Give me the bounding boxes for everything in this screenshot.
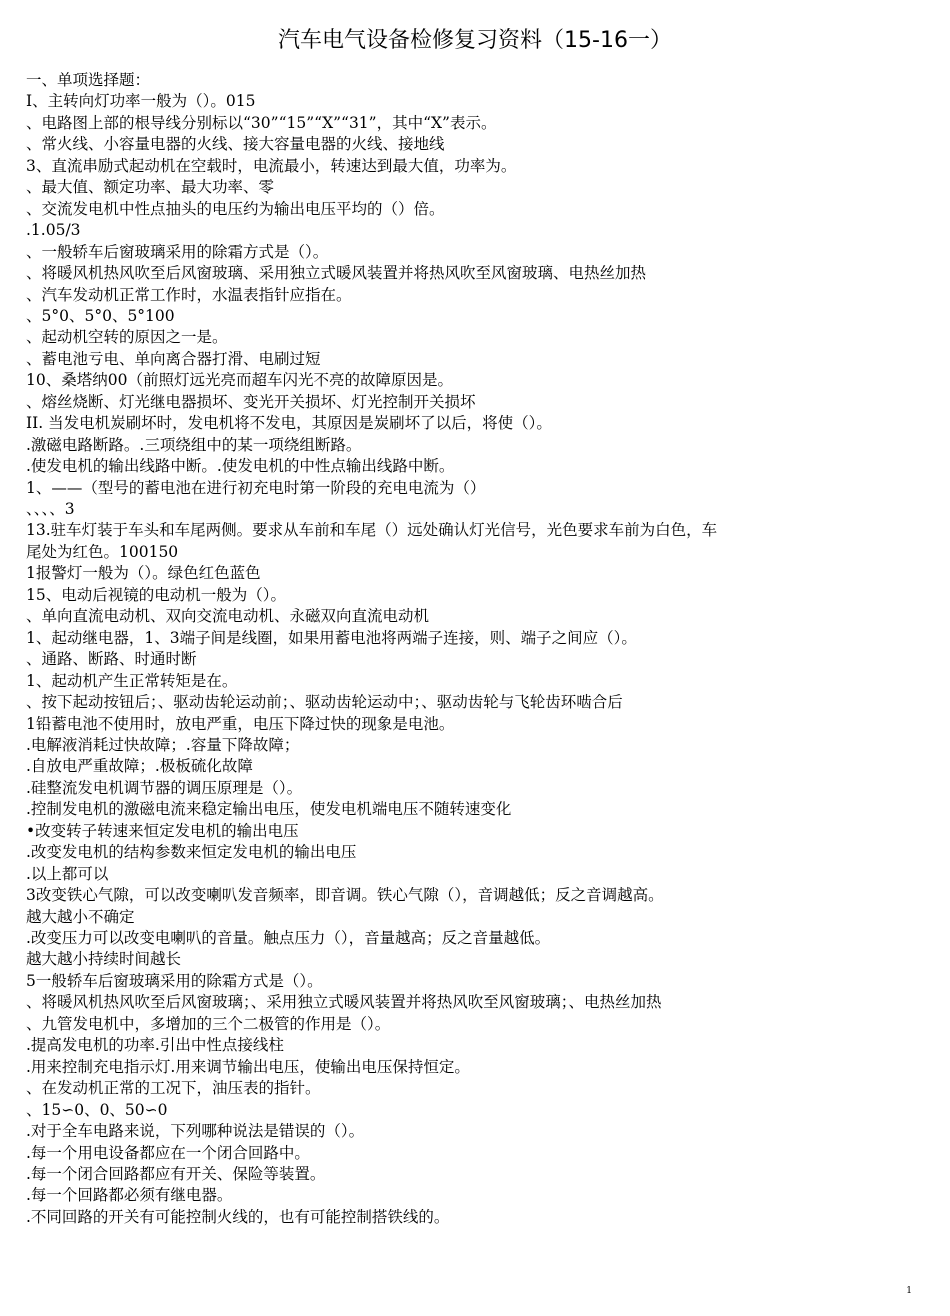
text-line: .每一个回路都必须有继电器。 — [26, 1186, 233, 1205]
text-line: .电解液消耗过快故障；.容量下降故障； — [26, 735, 300, 754]
text-line: 、常火线、小容量电器的火线、接大容量电器的火线、接地线 — [26, 135, 445, 154]
text-line: 、通路、断路、时通时断 — [26, 650, 197, 669]
text-line: 、15∽0、0、50∽0 — [26, 1100, 168, 1119]
text-line: .对于全车电路来说，下列哪种说法是错误的（）。 — [26, 1122, 365, 1141]
text-line: 10、桑塔纳00（前照灯远光亮而超车闪光不亮的故障原因是。 — [26, 371, 453, 390]
text-line: 越大越小不确定 — [26, 907, 135, 926]
text-line: 1、起动继电器，1、3端子间是线圈，如果用蓄电池将两端子连接，则、端子之间应（）。 — [26, 628, 637, 647]
text-line: 、、、、3 — [26, 500, 75, 518]
text-line: .以上都可以 — [26, 864, 109, 883]
text-line: I、主转向灯功率一般为（）。015 — [26, 92, 256, 111]
text-line: 13.驻车灯装于车头和车尾两侧。要求从车前和车尾（）远处确认灯光信号，光色要求车前为白色，车 — [26, 521, 718, 540]
text-line: .不同回路的开关有可能控制火线的，也有可能控制搭铁线的。 — [26, 1207, 450, 1226]
page-number: 1 — [906, 1286, 912, 1296]
text-line: .改变发电机的结构参数来恒定发电机的输出电压 — [26, 843, 357, 862]
text-line: .激磁电路断路。.三项绕组中的某一项绕组断路。 — [26, 435, 362, 454]
text-line: 15、电动后视镜的电动机一般为（）。 — [26, 585, 286, 604]
text-line: 5一般轿车后窗玻璃采用的除霜方式是（）。 — [26, 971, 323, 990]
text-line: 1报警灯一般为（）。绿色红色蓝色 — [26, 564, 261, 583]
text-line: II. 当发电机炭刷坏时，发电机将不发电，其原因是炭刷坏了以后，将使（）。 — [26, 414, 552, 433]
text-line: 、一般轿车后窗玻璃采用的除霜方式是（）。 — [26, 242, 329, 261]
text-line: 、起动机空转的原因之一是。 — [26, 328, 228, 347]
text-line: •改变转子转速来恒定发电机的输出电压 — [26, 821, 299, 840]
text-line: 、交流发电机中性点抽头的电压约为输出电压平均的（）倍。 — [26, 199, 445, 218]
text-line: 越大越小持续时间越长 — [26, 950, 182, 969]
text-line: 、汽车发动机正常工作时，水温表指针应指在。 — [26, 285, 352, 304]
text-line: 、蓄电池亏电、单向离合器打滑、电刷过短 — [26, 349, 321, 368]
text-line: 、电路图上部的根导线分别标以“30”“15”“X”“31”，其中“X”表示。 — [26, 113, 497, 132]
text-line: .每一个闭合回路都应有开关、保险等装置。 — [26, 1164, 326, 1183]
text-line: 、九管发电机中，多增加的三个二极管的作用是（）。 — [26, 1014, 391, 1033]
text-line: 3、直流串励式起动机在空载时，电流最小，转速达到最大值，功率为。 — [26, 156, 517, 175]
text-line: 一、单项选择题： — [26, 71, 151, 89]
text-line: 尾处为红色。100150 — [26, 542, 179, 561]
document-title: 汽车电气设备检修复习资料（15-16一） — [278, 28, 672, 53]
text-line: .控制发电机的激磁电流来稳定输出电压，使发电机端电压不随转速变化 — [26, 800, 512, 819]
text-line: .用来控制充电指示灯.用来调节输出电压，使输出电压保持恒定。 — [26, 1057, 470, 1076]
text-line: 1、起动机产生正常转矩是在。 — [26, 671, 238, 690]
text-line: .硅整流发电机调节器的调压原理是（）。 — [26, 778, 303, 797]
text-line: 1铅蓄电池不使用时，放电严重，电压下降过快的现象是电池。 — [26, 714, 455, 733]
text-line: .提高发电机的功率.引出中性点接线柱 — [26, 1036, 284, 1055]
text-line: .改变压力可以改变电喇叭的音量。触点压力（），音量越高；反之音量越低。 — [26, 929, 551, 947]
text-line: 、在发动机正常的工况下，油压表的指针。 — [26, 1079, 321, 1098]
text-line: 3改变铁心气隙，可以改变喇叭发音频率，即音调。铁心气隙（），音调越低；反之音调越高。 — [26, 886, 664, 905]
text-line: 、单向直流电动机、双向交流电动机、永磁双向直流电动机 — [26, 607, 430, 626]
text-line: 1、——（型号的蓄电池在进行初充电时第一阶段的充电电流为（） — [26, 478, 486, 497]
text-line: 、按下起动按钮后；、驱动齿轮运动前；、驱动齿轮运动中；、驱动齿轮与飞轮齿环啮合后 — [26, 693, 623, 712]
text-line: .每一个用电设备都应在一个闭合回路中。 — [26, 1143, 310, 1162]
text-line: .自放电严重故障；.极板硫化故障 — [26, 757, 253, 776]
text-line: 、5°0、5°0、5°100 — [26, 306, 175, 325]
text-line: .1.05/3 — [26, 221, 81, 240]
text-line: 、最大值、额定功率、最大功率、零 — [26, 178, 275, 197]
text-line: 、熔丝烧断、灯光继电器损坏、变光开关损坏、灯光控制开关损坏 — [26, 392, 476, 411]
text-line: .使发电机的输出线路中断。.使发电机的中性点输出线路中断。 — [26, 457, 455, 476]
text-line: 、将暖风机热风吹至后风窗玻璃、采用独立式暖风装置并将热风吹至风窗玻璃、电热丝加热 — [26, 264, 647, 283]
text-line: 、将暖风机热风吹至后风窗玻璃；、采用独立式暖风装置并将热风吹至风窗玻璃；、电热丝加热 — [26, 993, 662, 1012]
